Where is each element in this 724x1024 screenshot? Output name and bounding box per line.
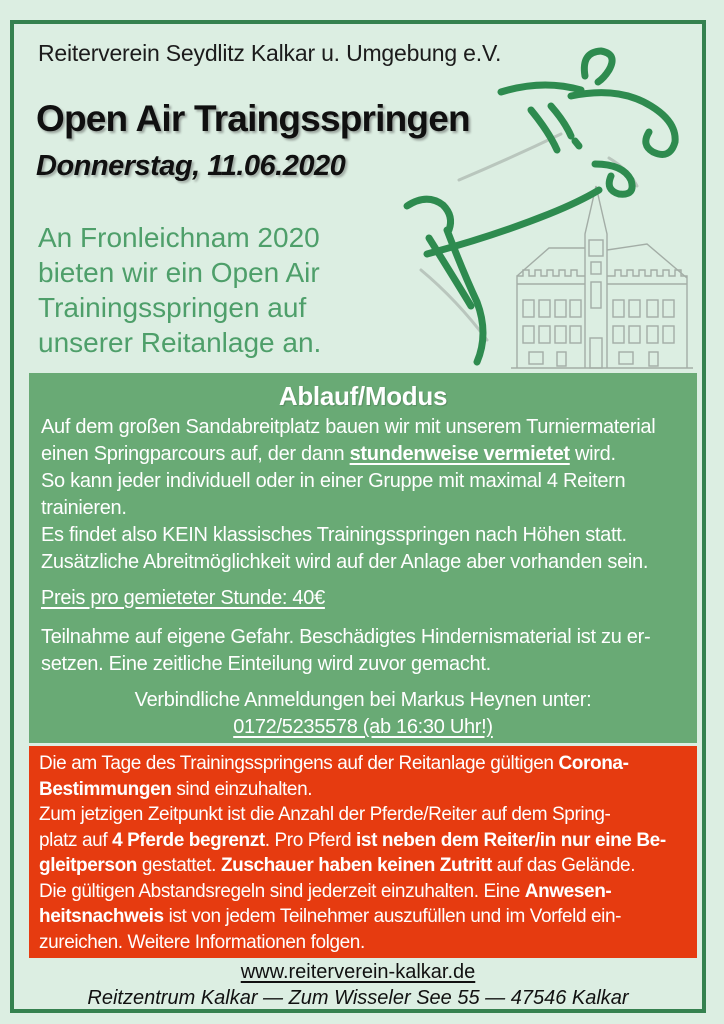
price-line (41, 585, 685, 612)
text-line: bieten wir ein Open Air (38, 257, 320, 288)
address-line: Reitzentrum Kalkar — Zum Wisseler See 55 — 47546 Kalkar (87, 987, 629, 1009)
text-line: Die am Tage des Trainingsspringens auf der Reitanlage gültigen Corona- (39, 753, 629, 774)
text-line: Zusätzliche Abreitmöglichkeit wird auf der Anlage aber vorhanden sein. (41, 551, 649, 573)
text-line: heitsnachweis ist von jedem Teilnehmer auszufüllen und im Vorfeld ein- (39, 906, 622, 927)
text-line: Verbindliche Anmeldungen bei Markus Heynen unter: (134, 689, 592, 711)
schedule-heading: Ablauf/Modus (278, 381, 448, 411)
schedule-box (29, 373, 697, 743)
text-line: 0172/5235578 (ab 16:30 Uhr!) (233, 716, 493, 738)
text-line: Teilnahme auf eigene Gefahr. Beschädigtes Hindernismaterial ist zu er- (41, 626, 651, 648)
event-date: Donnerstag, 11.06.2020 (36, 150, 346, 182)
text-line: zureichen. Weitere Informationen folgen. (39, 931, 365, 953)
text-line: unserer Reitanlage an. (38, 327, 322, 358)
text-line: gleitperson gestattet. Zuschauer haben keinen Zutritt auf das Gelände. (39, 855, 636, 876)
text-line: So kann jeder individuell oder in einer Gruppe mit maximal 4 Reitern (41, 470, 626, 492)
intro-text (38, 220, 321, 360)
corona-rules-box (29, 746, 697, 958)
text-line: Zum jetzigen Zeitpunkt ist die Anzahl der Pferde/Reiter auf dem Spring- (39, 804, 611, 825)
text-line: einen Springparcours auf, der dann stundenweise vermietet wird. (41, 443, 616, 465)
kalkar-town-hall-icon (511, 186, 693, 368)
text-line: Es findet also KEIN klassisches Trainingsspringen nach Höhen statt. (41, 524, 627, 546)
text-line: Auf dem großen Sandabreitplatz bauen wir mit unserem Turniermaterial (41, 416, 656, 438)
text-line: Die gültigen Abstandsregeln sind jederzeit einzuhalten. Eine Anwesen- (39, 880, 612, 902)
text-line: Bestimmungen sind einzuhalten. (39, 778, 313, 800)
text-line: Preis pro gemieteter Stunde: 40€ (41, 587, 325, 609)
jumping-horse-icon (407, 51, 675, 362)
website-link[interactable]: www.reiterverein-kalkar.de (240, 961, 476, 983)
schedule-paragraph-1 (41, 414, 685, 576)
text-line: platz auf 4 Pferde begrenzt. Pro Pferd ist neben dem Reiter/in nur eine Be- (39, 829, 666, 851)
club-name: Reiterverein Seydlitz Kalkar u. Umgebung e.V. (38, 40, 502, 66)
text-line: Trainingsspringen auf (38, 292, 307, 323)
text-line: trainieren. (41, 497, 127, 519)
club-logo (399, 38, 701, 380)
flyer-frame (10, 20, 706, 1013)
registration-paragraph (41, 687, 685, 741)
text-line: setzen. Eine zeitliche Einteilung wird zuvor gemacht. (41, 653, 491, 675)
text-line: An Fronleichnam 2020 (38, 222, 320, 253)
page-title: Open Air Traingsspringen (36, 98, 470, 139)
liability-paragraph (41, 624, 685, 678)
